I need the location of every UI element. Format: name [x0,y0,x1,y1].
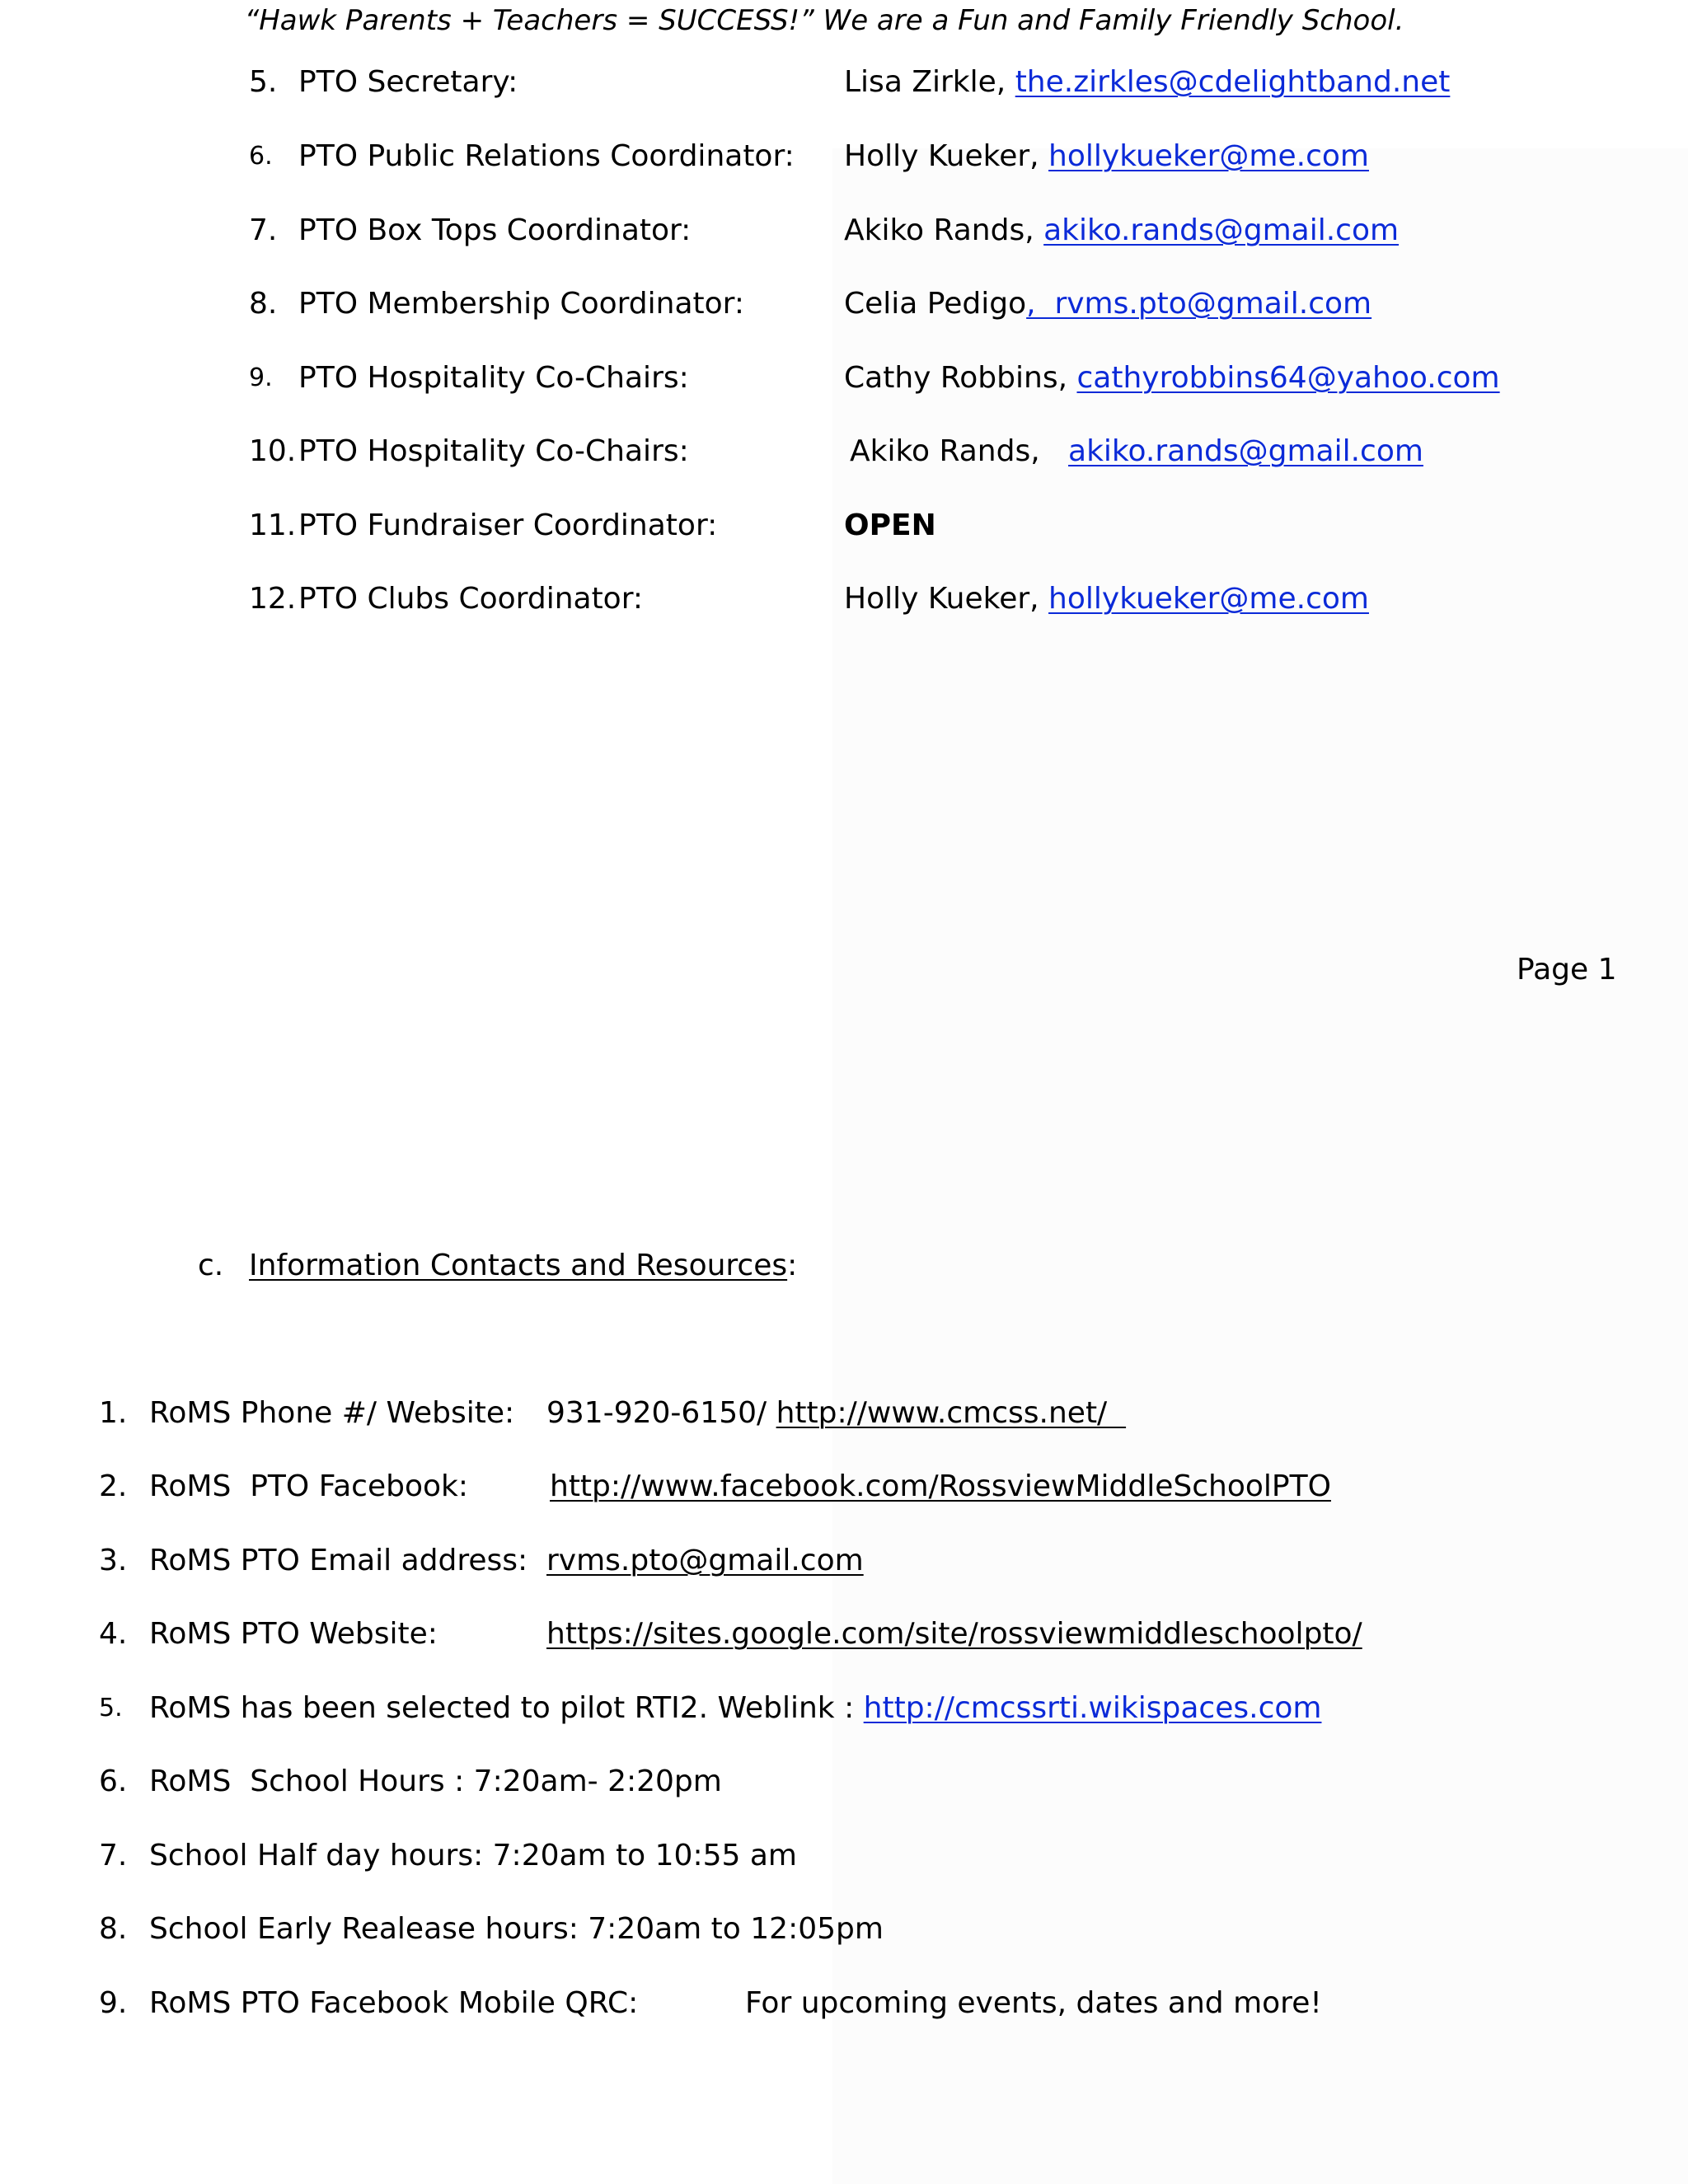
officer-email-link[interactable]: akiko.rands@gmail.com [1043,213,1400,247]
resource-phone: 931-920-6150/ [546,1396,776,1430]
resource-label: RoMS PTO Facebook Mobile QRC: [149,1986,639,2020]
resource-number: 6. [99,1765,128,1798]
officer-role: PTO Fundraiser Coordinator: [298,509,718,542]
rti-weblink[interactable]: http://cmcssrti.wikispaces.com [863,1691,1322,1725]
officer-contact [844,284,1372,324]
officer-number: 10. [249,434,297,468]
officer-contact [844,211,1399,251]
officer-email-link[interactable]: hollykueker@me.com [1048,139,1369,173]
facebook-link[interactable]: http://www.facebook.com/RossviewMiddleSchoolPTO [550,1469,1331,1503]
section-heading [198,1246,798,1286]
resource-label: RoMS PTO Facebook: [149,1469,468,1503]
officer-status-open: OPEN [844,509,936,542]
resource-text: School Early Realease hours: 7:20am to 12:05pm [149,1912,884,1946]
officer-name: Lisa Zirkle, [844,65,1006,99]
school-motto: “Hawk Parents + Teachers = SUCCESS!” We are a Fun and Family Friendly School. [244,4,1404,37]
resource-number: 8. [99,1912,128,1946]
resource-label: RoMS Phone #/ Website: [149,1396,515,1430]
section-letter: c. [198,1249,224,1282]
resource-number: 4. [99,1617,128,1651]
officer-number: 7. [249,213,278,247]
resource-value [546,1394,1126,1433]
resource-number: 5. [99,1694,123,1722]
email-link[interactable]: rvms.pto@gmail.com [546,1544,864,1577]
officer-role: PTO Membership Coordinator: [298,287,744,321]
officer-number: 11. [249,509,297,542]
resource-label: RoMS PTO Email address: [149,1544,528,1577]
officer-role: PTO Hospitality Co-Chairs: [298,434,689,468]
section-title: Information Contacts and Resources: [249,1249,798,1282]
officer-name: Cathy Robbins, [844,361,1068,395]
officer-contact [844,63,1450,102]
officer-contact [844,579,1369,619]
pto-website-link[interactable]: https://sites.google.com/site/rossviewmiddleschoolpto/ [546,1617,1362,1651]
officer-email-link[interactable]: hollykueker@me.com [1048,582,1369,616]
officer-role: PTO Clubs Coordinator: [298,582,644,616]
officer-number: 5. [249,65,278,99]
officer-role: PTO Box Tops Coordinator: [298,213,692,247]
officer-role: PTO Secretary: [298,65,518,99]
officer-name: Akiko Rands, [844,213,1034,247]
officer-contact [850,432,1423,471]
page-number: Page 1 [1517,953,1617,987]
officer-number: 12. [249,582,297,616]
resource-number: 1. [99,1396,128,1430]
officer-email-link[interactable]: , rvms.pto@gmail.com [1026,287,1372,321]
officer-role: PTO Public Relations Coordinator: [298,139,795,173]
resource-text: RoMS School Hours : 7:20am- 2:20pm [149,1765,722,1798]
resource-number: 2. [99,1469,128,1503]
resource-number: 3. [99,1544,128,1577]
officer-name: Celia Pedigo [844,287,1027,321]
resource-label: RoMS PTO Website: [149,1617,438,1651]
officer-name: Akiko Rands, [850,434,1040,468]
officer-email-link[interactable]: the.zirkles@cdelightband.net [1015,65,1451,99]
officer-number: 9. [249,363,273,392]
officer-email-link[interactable]: akiko.rands@gmail.com [1068,434,1423,468]
resource-website-link[interactable]: http://www.cmcss.net/ [776,1396,1127,1430]
resource-number: 9. [99,1986,128,2020]
officer-number: 6. [249,142,273,171]
officer-number: 8. [249,287,278,321]
officer-role: PTO Hospitality Co-Chairs: [298,361,689,395]
resource-number: 7. [99,1839,128,1872]
resource-note: For upcoming events, dates and more! [745,1986,1322,2020]
officer-contact [844,137,1369,176]
officer-email-link[interactable]: cathyrobbins64@yahoo.com [1076,361,1500,395]
resource-text: School Half day hours: 7:20am to 10:55 am [149,1839,797,1872]
officer-name: Holly Kueker, [844,582,1039,616]
resource-text: RoMS has been selected to pilot RTI2. Weblink : http://cmcssrti.wikispaces.com [149,1691,1322,1725]
officer-contact [844,359,1500,398]
officer-name: Holly Kueker, [844,139,1039,173]
